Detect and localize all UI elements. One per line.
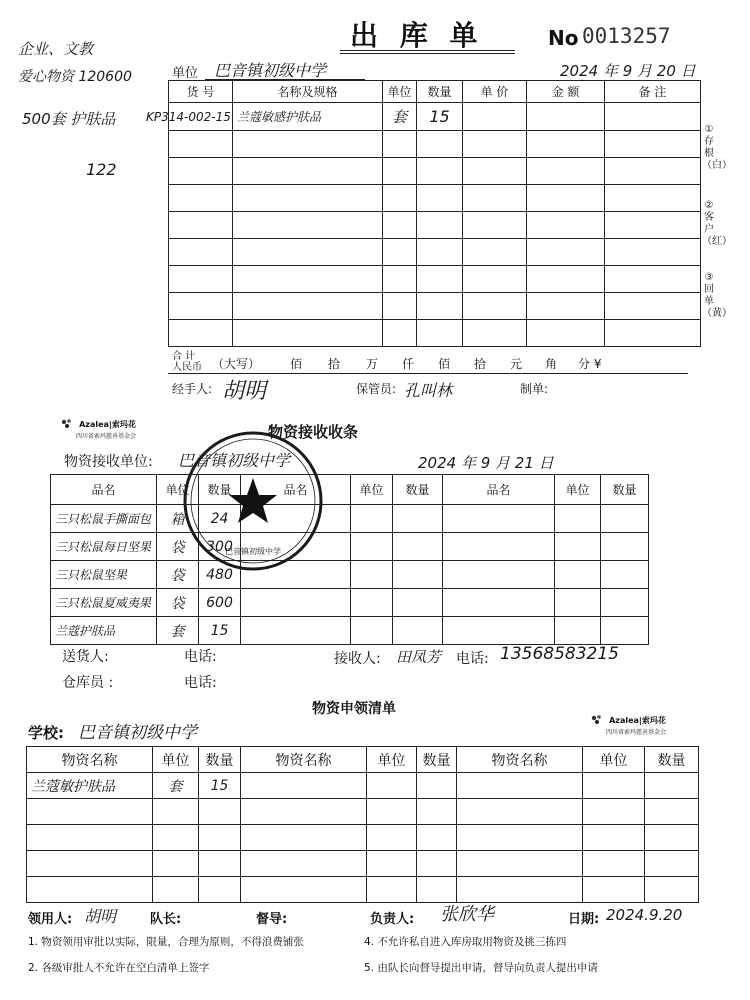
receipt-logo-sub: 四川省索玛慈善基金会 [76,433,137,440]
receiver-phone: 13568583215 [500,644,619,664]
receipt-header-unit-1: 单位 [157,475,199,505]
header-amount: 金 额 [527,81,605,103]
deliverer-phone-label: 电话: [184,649,217,665]
receiver-label: 接收人: [334,651,381,667]
request-logo-sub: 四川省索玛慈善基金会 [606,729,667,736]
receipt-item-unit: 袋 [157,533,199,561]
outbound-unit-label: 单位 [172,66,199,81]
receipt-item-name: 三只松鼠夏威夷果 [51,589,157,617]
table-row [169,103,701,131]
table-row [27,877,699,903]
serial-number: 0013257 [582,24,671,48]
table-row [169,266,701,293]
item-qty: 15 [417,103,463,131]
table-row [169,131,701,158]
handler-signature: 胡明 [222,379,267,404]
side-note-return: ③回单（黄） [702,272,732,319]
total-unit-jiao: 角 [545,357,558,371]
request-header-qty-2: 数量 [417,747,457,773]
receipt-item-unit: 袋 [157,589,199,617]
keeper-label: 保管员: [356,382,397,396]
total-label-top: 合 计 [172,351,196,362]
table-row [51,617,649,645]
receipt-date: 2024 年 9 月 21 日 [418,454,554,472]
outbound-table [168,80,701,347]
note-5: 5. 由队长向督导提出申请，督导向负责人提出申请 [364,962,598,974]
receiver-unit-value: 巴音镇初级中学 [178,451,291,470]
table-row [27,851,699,877]
request-header-name-1: 物资名称 [27,747,153,773]
request-date: 2024.9.20 [606,906,683,924]
request-title: 物资申领清单 [312,701,396,717]
receipt-header-unit-2: 单位 [351,475,393,505]
receiver-name: 田凤芳 [396,648,442,666]
total-unit-fen: 分 ¥ [578,357,602,371]
star-icon [229,478,277,523]
table-row [169,158,701,185]
keeper-signature: 孔叫林 [404,381,453,400]
item-unit: 套 [383,103,417,131]
table-row [169,293,701,320]
receipt-item-name: 三只松鼠手撕面包 [51,505,157,533]
table-row [27,773,699,799]
total-unit-shi2: 拾 [474,357,487,371]
request-header-name-3: 物资名称 [457,747,583,773]
receipt-item-name: 三只松鼠每日坚果 [51,533,157,561]
header-price: 单 价 [463,81,527,103]
request-logo-text: Azalea|索玛花 [609,716,666,725]
captain-label: 队长: [150,912,182,927]
request-table [26,746,699,903]
table-row [27,825,699,851]
table-row [169,239,701,266]
receipt-logo-text: Azalea|索玛花 [79,420,136,429]
receipt-table [50,474,649,645]
flower-icon [590,712,604,726]
margin-note-1: 企业、文教 [18,40,94,58]
receiver-unit-label: 物资接收单位: [64,454,153,470]
request-header-unit-1: 单位 [153,747,199,773]
receipt-item-qty: 480 [199,561,241,589]
receipt-item-qty: 15 [199,617,241,645]
request-header-unit-3: 单位 [583,747,645,773]
receipt-header-qty-3: 数量 [601,475,649,505]
flower-icon [60,416,74,430]
deliverer-label: 送货人: [62,649,109,665]
table-row [169,320,701,347]
side-note-customer: ②客户（红） [702,200,732,247]
outbound-item-code: KP314-002-15 [146,110,231,124]
school-label: 学校: [28,724,64,742]
total-daxie: （大写） [212,357,261,371]
receipt-item-qty: 300 [199,533,241,561]
receipt-item-name: 兰蔻护肤品 [51,617,157,645]
table-row [51,533,649,561]
receipt-header-qty-1: 数量 [199,475,241,505]
receipt-header-name-2: 品名 [241,475,351,505]
receipt-item-qty: 24 [199,505,241,533]
official-stamp [180,428,326,574]
header-name: 名称及规格 [233,81,383,103]
date-label: 日期: [568,912,600,927]
outbound-date: 2024 年 9 月 20 日 [560,62,696,80]
note-4: 4. 不允许私自进入库房取用物资及挑三拣四 [364,936,567,948]
item-name: 兰蔻敏感护肤品 [233,103,383,131]
table-row [169,212,701,239]
table-row [51,561,649,589]
receipt-item-unit: 袋 [157,561,199,589]
table-row [51,589,649,617]
total-unit-shi: 拾 [328,357,341,371]
table-row [169,185,701,212]
total-unit-wan: 万 [366,357,379,371]
responsible-signature: 张欣华 [440,904,494,925]
maker-label: 制单: [520,382,549,396]
total-unit-bai2: 佰 [438,357,451,371]
serial-prefix: No [548,26,579,50]
request-item-name: 兰蔻敏护肤品 [27,773,153,799]
margin-note-2: 爱心物资 120600 [18,69,132,85]
warehouse-phone-label: 电话: [184,675,217,691]
request-logo [590,708,666,736]
total-label [172,351,202,373]
receipt-header-name-1: 品名 [51,475,157,505]
table-row [51,505,649,533]
receipt-header-qty-2: 数量 [393,475,443,505]
side-note-stub: ①存根（白） [702,124,732,171]
margin-count-mark: 122 [86,160,117,179]
stamp-text: 巴音镇初级中学 [225,547,281,556]
school-value: 巴音镇初级中学 [78,723,197,743]
receiver-phone-label: 电话: [456,651,489,667]
header-code: 货 号 [169,81,233,103]
total-unit-qian: 仟 [402,357,415,371]
receipt-logo [60,412,136,440]
responsible-label: 负责人: [370,912,415,927]
request-item-qty: 15 [199,773,241,799]
total-label-bottom: 人民币 [172,362,202,373]
receipt-header-unit-3: 单位 [555,475,601,505]
collector-label: 领用人: [28,912,73,927]
note-2: 2. 各级审批人不允许在空白清单上签字 [28,962,210,974]
request-item-unit: 套 [153,773,199,799]
total-unit-yuan: 元 [510,357,523,371]
receipt-item-qty: 600 [199,589,241,617]
header-remark: 备 注 [605,81,701,103]
warehouse-label: 仓库员 : [62,675,114,691]
total-unit-bai: 佰 [290,357,303,371]
request-header-name-2: 物资名称 [241,747,367,773]
receipt-item-name: 三只松鼠坚果 [51,561,157,589]
supervisor-label: 督导: [256,912,288,927]
request-header-qty-1: 数量 [199,747,241,773]
header-qty: 数量 [417,81,463,103]
header-unit: 单位 [383,81,417,103]
request-header-qty-3: 数量 [645,747,699,773]
receipt-item-unit: 箱 [157,505,199,533]
outbound-title: 出 库 单 [350,19,484,52]
receipt-item-unit: 套 [157,617,199,645]
receipt-header-name-3: 品名 [443,475,555,505]
request-header-unit-2: 单位 [367,747,417,773]
collector-signature: 胡明 [84,907,117,926]
margin-note-3: 500套 护肤品 [22,110,116,128]
table-row [27,799,699,825]
outbound-unit-value: 巴音镇初级中学 [214,61,327,80]
receipt-title: 物资接收收条 [268,423,359,441]
handler-label: 经手人: [172,382,213,396]
note-1: 1. 物资领用审批以实际，限量，合理为原则，不得浪费铺张 [28,936,304,948]
